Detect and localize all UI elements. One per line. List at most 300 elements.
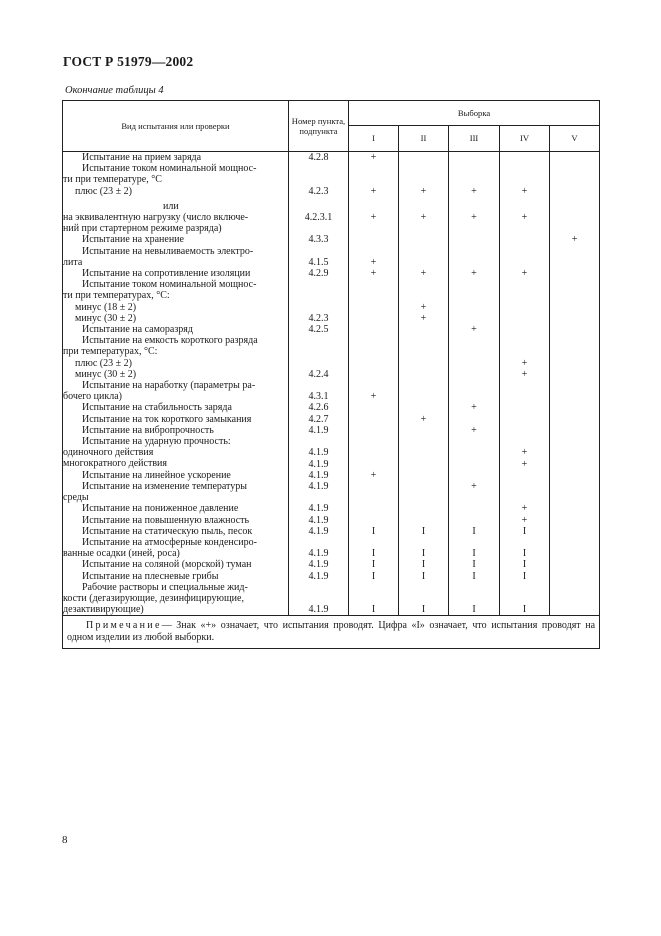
sample-2-mark-cell — [399, 526, 449, 537]
sample-2-mark-cell — [399, 152, 449, 164]
sample-mark: + — [420, 185, 427, 197]
sample-1-mark-cell — [349, 324, 399, 335]
sample-mark — [399, 358, 448, 369]
test-name-line: минус (30 ± 2) — [75, 368, 137, 380]
header-sample-1: I — [349, 126, 399, 152]
clause-number: 4.2.9 — [308, 268, 329, 280]
test-name-line: на эквивалентную нагрузку (число включе- — [63, 212, 249, 224]
sample-mark — [349, 201, 398, 212]
sample-mark — [500, 347, 549, 358]
sample-1-mark-cell — [349, 481, 399, 503]
sample-mark — [399, 593, 448, 604]
table-row — [63, 163, 600, 212]
sample-mark: + — [420, 301, 427, 313]
sample-5-mark-cell — [550, 515, 600, 526]
sample-4-mark-cell — [500, 559, 550, 570]
sample-mark — [399, 234, 448, 245]
sample-mark — [449, 290, 499, 301]
sample-3-mark-cell — [449, 234, 500, 245]
sample-mark: + — [370, 391, 377, 403]
sample-mark: + — [370, 256, 377, 268]
sample-mark: + — [420, 413, 427, 425]
test-name-line: Испытание на повышенную влажность — [82, 514, 250, 526]
sample-mark: I — [371, 570, 376, 582]
sample-5-mark-cell — [550, 425, 600, 436]
sample-mark — [500, 201, 549, 212]
sample-4-mark-cell — [500, 152, 550, 164]
sample-mark: + — [521, 268, 528, 280]
sample-mark — [500, 257, 549, 268]
sample-5-mark-cell — [550, 526, 600, 537]
clause-number-cell — [289, 152, 349, 164]
clause-number-cell — [289, 380, 349, 402]
sample-mark — [550, 425, 599, 436]
test-name-cell — [63, 526, 289, 537]
sample-2-mark-cell — [399, 559, 449, 570]
sample-mark — [349, 302, 398, 313]
test-name-cell — [63, 402, 289, 413]
sample-2-mark-cell — [399, 470, 449, 481]
sample-mark — [500, 582, 549, 593]
sample-3-mark-cell — [449, 571, 500, 582]
test-name-cell — [63, 212, 289, 234]
sample-mark — [500, 470, 549, 481]
sample-mark: + — [521, 503, 528, 515]
sample-1-mark-cell — [349, 571, 399, 582]
table-row — [63, 503, 600, 514]
sample-mark — [500, 492, 549, 503]
sample-mark — [449, 369, 499, 380]
sample-mark: I — [371, 604, 376, 616]
sample-mark: + — [471, 212, 477, 224]
sample-mark — [449, 380, 499, 391]
sample-mark: I — [522, 548, 527, 560]
clause-number-cell — [289, 414, 349, 425]
test-name-cell — [63, 537, 289, 559]
sample-mark — [550, 402, 599, 413]
sample-mark — [399, 380, 448, 391]
sample-mark — [449, 459, 499, 470]
sample-mark — [349, 537, 398, 548]
sample-mark — [399, 470, 448, 481]
sample-mark: + — [471, 424, 477, 436]
note-text: — Знак «+» означает, что испытания проводят. Цифра «I» означает, что испытания проводят на одном изделии из любой выборки. — [67, 620, 596, 644]
test-name-line: Испытание током номинальной мощнос- — [82, 279, 257, 291]
sample-mark — [500, 391, 549, 402]
clause-number — [289, 380, 348, 391]
sample-1-mark-cell — [349, 425, 399, 436]
sample-3-mark-cell — [449, 503, 500, 514]
sample-mark: + — [521, 357, 528, 369]
clause-number-cell — [289, 537, 349, 559]
sample-mark — [449, 347, 499, 358]
sample-mark: I — [421, 548, 426, 560]
test-name-cell — [63, 515, 289, 526]
sample-1-mark-cell — [349, 380, 399, 402]
sample-mark — [449, 436, 499, 447]
sample-mark: + — [521, 447, 528, 459]
sample-mark — [349, 425, 398, 436]
header-sample-4: IV — [500, 126, 550, 152]
test-name-line: Испытание на атмосферные конденсиро- — [82, 536, 257, 548]
table-row — [63, 481, 600, 503]
sample-mark — [500, 335, 549, 346]
sample-mark — [349, 246, 398, 257]
sample-mark — [399, 481, 448, 492]
sample-mark — [349, 582, 398, 593]
test-name-cell — [63, 152, 289, 164]
sample-mark — [349, 335, 398, 346]
sample-mark — [449, 447, 499, 458]
sample-4-mark-cell — [500, 246, 550, 268]
sample-3-mark-cell — [449, 279, 500, 324]
sample-mark — [349, 503, 398, 514]
sample-2-mark-cell — [399, 246, 449, 268]
sample-mark — [550, 559, 599, 570]
sample-mark: + — [370, 152, 377, 164]
sample-3-mark-cell — [449, 402, 500, 413]
sample-mark — [449, 302, 499, 313]
clause-number-cell — [289, 335, 349, 380]
test-name-line: минус (18 ± 2) — [75, 301, 137, 313]
sample-mark: I — [522, 570, 527, 582]
clause-number — [289, 582, 348, 593]
sample-mark: + — [471, 324, 477, 336]
sample-5-mark-cell — [550, 279, 600, 324]
sample-mark — [449, 246, 499, 257]
sample-2-mark-cell — [399, 234, 449, 245]
sample-mark — [550, 313, 599, 324]
test-name-line: Испытание на хранение — [82, 234, 184, 246]
clause-number-cell — [289, 526, 349, 537]
sample-4-mark-cell — [500, 212, 550, 234]
sample-mark — [550, 481, 599, 492]
sample-5-mark-cell — [550, 537, 600, 559]
table-row — [63, 402, 600, 413]
table-row — [63, 279, 600, 324]
sample-mark — [550, 526, 599, 537]
sample-mark: I — [371, 548, 376, 560]
test-name-cell — [63, 425, 289, 436]
sample-mark — [349, 347, 398, 358]
clause-number: 4.3.3 — [308, 234, 329, 246]
sample-mark — [449, 335, 499, 346]
sample-5-mark-cell — [550, 571, 600, 582]
test-name-line: Испытание на прием заряда — [82, 152, 202, 163]
test-name-line: Испытание на пониженное давление — [82, 503, 239, 515]
sample-mark: I — [472, 604, 476, 616]
test-name-line: Испытание на соляной (морской) туман — [82, 559, 252, 571]
clause-number: 4.2.5 — [308, 324, 329, 336]
clause-number-cell — [289, 470, 349, 481]
clause-number — [289, 223, 348, 234]
clause-number: 4.1.5 — [308, 256, 329, 268]
test-table — [62, 100, 600, 649]
clause-number-cell — [289, 268, 349, 279]
sample-mark — [550, 163, 599, 174]
sample-2-mark-cell — [399, 481, 449, 503]
sample-1-mark-cell — [349, 163, 399, 212]
table-row — [63, 436, 600, 470]
sample-3-mark-cell — [449, 163, 500, 212]
sample-mark — [500, 163, 549, 174]
test-name-line: Испытание на саморазряд — [82, 324, 193, 336]
test-name-line: Испытание на невыливаемость электро- — [82, 245, 254, 257]
clause-number: 4.2.6 — [308, 402, 329, 414]
sample-mark — [550, 324, 599, 335]
sample-mark — [449, 582, 499, 593]
sample-2-mark-cell — [399, 515, 449, 526]
sample-mark — [449, 257, 499, 268]
sample-mark — [550, 290, 599, 301]
sample-2-mark-cell — [399, 436, 449, 470]
table-row — [63, 582, 600, 616]
sample-4-mark-cell — [500, 335, 550, 380]
test-name-cell — [63, 163, 289, 212]
sample-mark — [399, 223, 448, 234]
sample-mark — [550, 470, 599, 481]
sample-mark — [349, 414, 398, 425]
sample-mark: I — [472, 570, 476, 582]
sample-5-mark-cell — [550, 268, 600, 279]
test-name-line: при температурах, °С: — [63, 346, 158, 358]
sample-mark — [349, 380, 398, 391]
sample-mark — [449, 174, 499, 185]
clause-number — [289, 163, 348, 174]
sample-mark — [500, 223, 549, 234]
sample-mark — [550, 593, 599, 604]
test-name-line: Испытание на наработку (параметры ра- — [82, 380, 256, 392]
sample-2-mark-cell — [399, 324, 449, 335]
sample-mark — [399, 369, 448, 380]
sample-mark — [399, 436, 448, 447]
test-name-line: Рабочие растворы и специальные жид- — [82, 581, 248, 593]
sample-5-mark-cell — [550, 234, 600, 245]
sample-4-mark-cell — [500, 425, 550, 436]
clause-number — [289, 290, 348, 301]
sample-mark — [399, 290, 448, 301]
sample-3-mark-cell — [449, 526, 500, 537]
test-name-line: кости (дегазирующие, дезинфицирующие, — [63, 592, 244, 604]
table-row — [63, 212, 600, 234]
sample-4-mark-cell — [500, 414, 550, 425]
sample-4-mark-cell — [500, 268, 550, 279]
sample-mark — [349, 369, 398, 380]
sample-mark: + — [521, 185, 528, 197]
sample-1-mark-cell — [349, 503, 399, 514]
clause-number-cell — [289, 571, 349, 582]
sample-3-mark-cell — [449, 515, 500, 526]
sample-mark — [500, 313, 549, 324]
sample-2-mark-cell — [399, 268, 449, 279]
sample-5-mark-cell — [550, 436, 600, 470]
sample-2-mark-cell — [399, 380, 449, 402]
sample-mark: + — [420, 312, 427, 324]
sample-1-mark-cell — [349, 559, 399, 570]
table-row — [63, 234, 600, 245]
sample-mark: + — [370, 185, 377, 197]
sample-1-mark-cell — [349, 279, 399, 324]
sample-1-mark-cell — [349, 436, 399, 470]
test-name-line: Испытание на сопротивление изоляции — [82, 268, 251, 280]
sample-1-mark-cell — [349, 526, 399, 537]
clause-number — [289, 492, 348, 503]
test-name-cell — [63, 380, 289, 402]
sample-mark — [399, 152, 448, 163]
table-row — [63, 324, 600, 335]
clause-number-cell — [289, 234, 349, 245]
clause-number — [289, 246, 348, 257]
sample-5-mark-cell — [550, 470, 600, 481]
sample-mark — [550, 358, 599, 369]
test-name-cell — [63, 470, 289, 481]
header-clause-number: Номер пункта, подпункта — [289, 101, 349, 152]
sample-5-mark-cell — [550, 212, 600, 234]
sample-mark — [349, 402, 398, 413]
clause-number — [289, 279, 348, 290]
sample-3-mark-cell — [449, 559, 500, 570]
sample-1-mark-cell — [349, 515, 399, 526]
test-name-line: Испытание на ток короткого замыкания — [82, 413, 252, 425]
sample-mark: I — [421, 604, 426, 616]
sample-mark — [550, 571, 599, 582]
clause-number — [289, 174, 348, 185]
test-name-line: ванные осадки (иней, роса) — [63, 548, 180, 560]
sample-3-mark-cell — [449, 246, 500, 268]
clause-number: 4.1.9 — [308, 424, 329, 436]
sample-mark — [550, 548, 599, 559]
sample-5-mark-cell — [550, 335, 600, 380]
clause-number — [289, 201, 348, 212]
test-name-line: многократного действия — [63, 458, 168, 470]
sample-mark: I — [522, 525, 527, 537]
sample-mark — [500, 436, 549, 447]
sample-2-mark-cell — [399, 582, 449, 616]
test-name-line: плюс (23 ± 2) — [75, 185, 132, 197]
sample-mark — [550, 436, 599, 447]
sample-4-mark-cell — [500, 537, 550, 559]
sample-mark — [349, 163, 398, 174]
sample-mark — [399, 447, 448, 458]
sample-mark — [399, 201, 448, 212]
sample-mark — [500, 380, 549, 391]
sample-1-mark-cell — [349, 470, 399, 481]
sample-mark: + — [420, 212, 427, 224]
sample-mark — [449, 201, 499, 212]
clause-number: 4.1.9 — [308, 604, 329, 616]
sample-mark — [349, 447, 398, 458]
test-name-cell — [63, 246, 289, 268]
sample-mark — [449, 163, 499, 174]
sample-1-mark-cell — [349, 335, 399, 380]
test-name-line: плюс (23 ± 2) — [75, 357, 132, 369]
sample-mark — [550, 414, 599, 425]
test-name-line: Испытание на ударную прочность: — [82, 436, 231, 448]
sample-mark — [550, 459, 599, 470]
sample-mark — [399, 425, 448, 436]
table-row — [63, 571, 600, 582]
test-name-cell — [63, 414, 289, 425]
sample-mark — [550, 152, 599, 163]
clause-number — [289, 335, 348, 346]
header-sample-5: V — [550, 126, 600, 152]
document-title: ГОСТ Р 51979—2002 — [63, 54, 194, 69]
test-name-line: Испытание на вибропрочность — [82, 424, 214, 436]
clause-number-cell — [289, 503, 349, 514]
sample-mark — [449, 593, 499, 604]
sample-mark — [500, 246, 549, 257]
table-row — [63, 246, 600, 268]
table-row — [63, 470, 600, 481]
test-name-line: Испытание на статическую пыль, песок — [82, 525, 253, 537]
sample-mark: + — [521, 368, 528, 380]
sample-mark — [550, 582, 599, 593]
sample-mark — [449, 391, 499, 402]
sample-mark — [550, 515, 599, 526]
sample-mark: I — [522, 559, 527, 571]
sample-mark — [349, 174, 398, 185]
sample-mark — [449, 414, 499, 425]
header-sample: Выборка — [349, 101, 600, 126]
sample-mark — [550, 279, 599, 290]
sample-mark — [399, 391, 448, 402]
test-name-cell — [63, 324, 289, 335]
test-name-cell — [63, 503, 289, 514]
sample-4-mark-cell — [500, 436, 550, 470]
sample-1-mark-cell — [349, 212, 399, 234]
sample-mark — [550, 503, 599, 514]
sample-mark: I — [371, 525, 376, 537]
sample-5-mark-cell — [550, 414, 600, 425]
header-test-type: Вид испытания или проверки — [63, 101, 289, 152]
sample-3-mark-cell — [449, 414, 500, 425]
clause-number-cell — [289, 163, 349, 212]
sample-mark — [349, 436, 398, 447]
clause-number-cell — [289, 324, 349, 335]
test-name-line: лита — [63, 256, 83, 268]
clause-number-cell — [289, 279, 349, 324]
sample-1-mark-cell — [349, 582, 399, 616]
clause-number: 4.1.9 — [308, 570, 329, 582]
sample-mark: I — [472, 559, 476, 571]
sample-3-mark-cell — [449, 268, 500, 279]
sample-4-mark-cell — [500, 571, 550, 582]
test-name-line: ти при температурах, °С: — [63, 290, 170, 302]
sample-mark: + — [471, 402, 477, 414]
clause-number: 4.2.3.1 — [304, 212, 333, 224]
sample-mark — [399, 246, 448, 257]
sample-1-mark-cell — [349, 234, 399, 245]
sample-2-mark-cell — [399, 571, 449, 582]
sample-mark — [550, 186, 599, 197]
sample-mark — [550, 380, 599, 391]
test-name-line: дезактивирующие) — [63, 604, 144, 616]
sample-2-mark-cell — [399, 212, 449, 234]
test-name-line: Испытание на изменение температуры — [82, 480, 248, 492]
sample-mark: I — [421, 570, 426, 582]
sample-mark — [550, 447, 599, 458]
sample-mark — [399, 402, 448, 413]
sample-mark — [349, 290, 398, 301]
table-row — [63, 515, 600, 526]
sample-3-mark-cell — [449, 212, 500, 234]
sample-4-mark-cell — [500, 324, 550, 335]
sample-mark: + — [370, 469, 377, 481]
sample-mark — [500, 324, 549, 335]
sample-3-mark-cell — [449, 152, 500, 164]
sample-mark: + — [521, 514, 528, 526]
sample-mark — [399, 582, 448, 593]
